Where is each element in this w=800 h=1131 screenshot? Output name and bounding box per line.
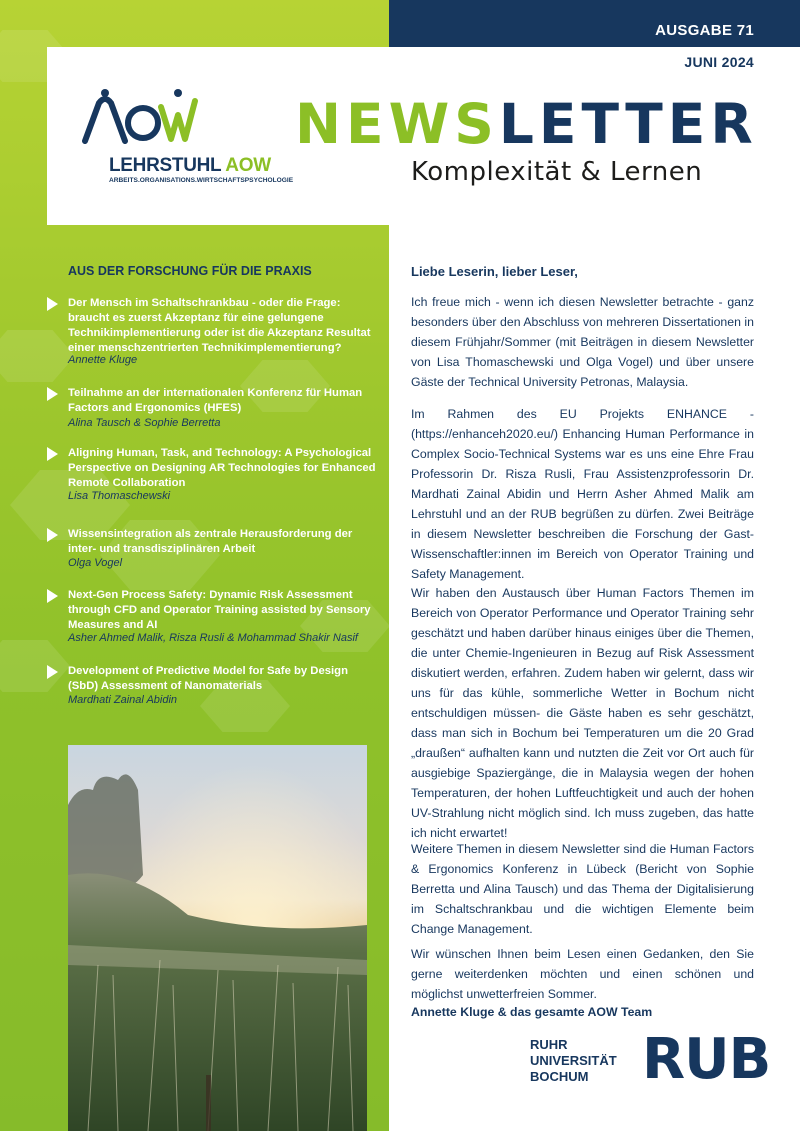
meadow-photo xyxy=(68,745,367,1131)
toc-item-author: Olga Vogel xyxy=(68,557,123,569)
aow-logo-mark-icon xyxy=(77,83,217,155)
newsletter-title: NEWSLETTER xyxy=(295,92,758,156)
toc-item-author: Lisa Thomaschewski xyxy=(68,490,171,502)
rub-logo: RUB xyxy=(642,1027,771,1092)
play-arrow-icon xyxy=(47,447,58,461)
toc-item-title: Der Mensch im Schaltschrankbau - oder die Frage: braucht es zuerst Akzeptanz für eine gelungene Technikimplementierung oder ist die Akzeptanz Resultat einer menschzentrierten Technikimplementierung? xyxy=(68,297,371,354)
university-name-line: BOCHUM xyxy=(530,1069,589,1084)
toc-item-author: Alina Tausch & Sophie Berretta xyxy=(68,417,221,429)
letter-paragraph: Wir haben den Austausch über Human Factors Themen im Bereich von Operator Performance und Operator Training sehr geschätzt und haben darüber hinaus einiges über die Themen, die unter Chemie-Ingenieuren in Bezug auf Risk Assessment diskutiert werden, erfahren. Zudem haben wir gelernt, dass wir uns für das kühle, sommerliche Wetter in Bochum nicht entschuldigen müssen- die Gäste haben es sehr geschätzt, dass man sich in Bochum bei Temperaturen um die 20 Grad „draußen“ aufhalten kann und nutzten die Zeit vor Ort auch für ausgiebige Spaziergänge, die in Malaysia wegen der hohen Temperaturen, der hohen Luftfeuchtigkeit und auch der hohen UV-Strahlung nicht möglich sind. Ich muss zugeben, das hatte ich nicht erwartet! xyxy=(411,586,754,840)
university-name xyxy=(530,1037,617,1085)
aow-logo xyxy=(77,83,294,193)
toc-item-title: Teilnahme an der internationalen Konferenz für Human Factors and Ergonomics (HFES) xyxy=(68,387,363,414)
toc-item-author: Annette Kluge xyxy=(68,354,138,366)
issue-date: JUNI 2024 xyxy=(684,54,754,70)
letter-paragraph: Im Rahmen des EU Projekts ENHANCE - (https://enhanceh2020.eu/) Enhancing Human Performance in Complex Socio-Technical Systems war es uns eine Ehre Frau Professorin Dr. Risza Rusli, Frau Assistenzprofessorin Dr. Mardhati Zainal Abidin und Herrn Asher Ahmed Malik am Lehrstuhl und an der RUB begrüßen zu dürfen. Zwei Beiträge in diesem Newsletter beschreiben die Forschung der Gast-Wissenschaftler:innen im Bereich von Operator Training und Safety Management. xyxy=(411,407,754,581)
meadow-image-icon xyxy=(68,745,367,1131)
issue-number: AUSGABE 71 xyxy=(655,22,754,39)
header-card xyxy=(47,47,800,225)
play-arrow-icon xyxy=(47,387,58,401)
play-arrow-icon xyxy=(47,297,58,311)
logo-name: LEHRSTUHL AOW xyxy=(109,155,271,176)
letter-paragraph: Wir wünschen Ihnen beim Lesen einen Gedanken, den Sie gerne weiterdenken möchten und einen schönen und möglichst unwetterfreien Sommer. xyxy=(411,947,754,1001)
toc-item-title: Wissensintegration als zentrale Herausforderung der inter- und transdisziplinären Arbeit xyxy=(68,528,353,555)
newsletter-subtitle: Komplexität & Lernen xyxy=(411,157,703,187)
play-arrow-icon xyxy=(47,528,58,542)
letter-signature: Annette Kluge & das gesamte AOW Team xyxy=(411,1005,653,1019)
university-name-line: UNIVERSITÄT xyxy=(530,1053,617,1068)
play-arrow-icon xyxy=(47,665,58,679)
letter-paragraph: Ich freue mich - wenn ich diesen Newsletter betrachte - ganz besonders über den Abschluss von mehreren Dissertationen in diesem Frühjahr/Sommer (mit Beiträgen in diesem Newsletter von Lisa Thomaschewski und Olga Vogel) und über unsere Gäste der Technical University Petronas, Malaysia. xyxy=(411,295,754,389)
toc-item-title: Next-Gen Process Safety: Dynamic Risk Assessment through CFD and Operator Training assisted by Sensory Measures and AI xyxy=(68,589,371,631)
hexagon-decoration xyxy=(0,640,70,692)
toc-item-title: Aligning Human, Task, and Technology: A Psychological Perspective on Designing AR Technologies for Enhanced Remote Collaboration xyxy=(68,447,376,489)
toc-item-title: Development of Predictive Model for Safe by Design (SbD) Assessment of Nanomaterials xyxy=(68,665,348,692)
logo-tagline: ARBEITS.ORGANISATIONS.WIRTSCHAFTSPSYCHOLOGIE xyxy=(109,177,294,184)
toc-item-author: Asher Ahmed Malik, Risza Rusli & Mohammad Shakir Nasif xyxy=(68,632,358,644)
toc-item-author: Mardhati Zainal Abidin xyxy=(68,694,178,706)
letter-paragraph: Weitere Themen in diesem Newsletter sind die Human Factors & Ergonomics Konferenz in Lübeck (Bericht von Sophie Berretta und Alina Tausch) und das Thema der Digitalisierung im Schaltschrankbau und die wichtigen Elemente beim Change Management. xyxy=(411,842,754,936)
university-name-line: RUHR xyxy=(530,1037,568,1052)
hexagon-decoration xyxy=(0,330,75,382)
toc-heading: AUS DER FORSCHUNG FÜR DIE PRAXIS xyxy=(68,264,312,278)
letter-greeting: Liebe Leserin, lieber Leser, xyxy=(411,264,578,279)
play-arrow-icon xyxy=(47,589,58,603)
